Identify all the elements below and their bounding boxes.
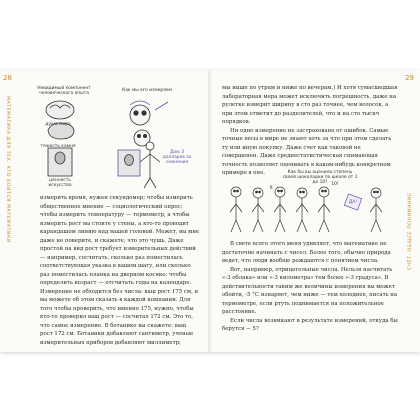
left-running-head: МАТЕМАТИКА ДЛЯ ТЕХ, КТО БОИТСЯ МАТЕМАТИКИ xyxy=(5,96,10,243)
stick-figures-drawing xyxy=(222,182,398,238)
right-paragraph-2: Ни одно измерение не застраховано от ошибок. Самые точные весы в мире не знают хоть за что при этом сделать ту или иную покупку. Даже счет как таковой не совершенен. Даже среднестатистическая снимающая точность позволяет оценивать в каком-нибудь конкретном примере в оно. xyxy=(222,127,392,176)
label-brain: душа мира xyxy=(45,122,71,127)
caption-left: Невидимый компонент человеческого опыта xyxy=(37,86,91,97)
illustration-drawing xyxy=(0,70,210,190)
label-mind: тяжесть камня xyxy=(40,144,76,149)
label-tag: ДА! xyxy=(348,200,358,205)
caption-right: Как мы его измеряем xyxy=(122,88,172,93)
speech-bubble: 10! xyxy=(331,182,339,187)
left-page-number: 28 xyxy=(3,74,12,82)
right-paragraph-4: В свете всего этого меня удивляет, что математике не достаточно начинать с чисел. Более того, обычно природа ведет, что люди вообще рождаются с понятием числа. xyxy=(222,241,391,264)
left-body-text xyxy=(40,194,200,346)
right-paragraph-1: мы выше по утрам и ниже по вечерам.) И хотя сумасшедшая лабораторная мера может исключить погрешность, даже на рулетке измерит ширину в сто раз точнее, чем волосок, а при этом отметит до разделителей, что и на сто тысяч порядков. xyxy=(222,85,398,125)
label-small: Я xyxy=(269,186,273,191)
left-paragraph-1: измерить время, нужен секундомер; чтобы измерить общественное мнение — социологический опрос; чтобы измерить температуру — термометр, а чтобы измерить рост вы стоите у стены, а кто-то проводит карандашом линию над вашей головой. Может, вы мне даже не поверите, и скажете, что это чушь. Даже простой на вид рост требует измерительных действий — например, сосчитать, сколько раз поместилась соответствующая указка в вашем шагу, или сколько раз поместилась планка на дверном косяке; чтобы определить возраст — отсчитать годы на календаре. Измерение не обходится без числа: ваш рост 175 см, и вы можете об этом сказать в каждой компании. Для того чтобы проверить, что именно 175, нужно, чтобы кто-то проверил ваш рост — сосчитал 172 см. Это то, что самое измерение. В ботанике вы скажете: ваш рост 172 см. Ботаники добавляют сантиметр, ученые измерительных приборов добавляют миллиметр; xyxy=(40,195,200,346)
right-body-text-bottom xyxy=(222,240,398,346)
right-paragraph-5: Вот, например, отрицательные числа. Нельзя насчитать «-3 облака» или «-3 километра» тем более «-3 градуса». В действительности таким же величины измерения вы может обойти, -5 °С изнаряет, чем ниже — тем холоднее, писать на термометре, если ртуть поднимается на положительное расстояние. xyxy=(222,266,398,315)
label-love: ценность искусства xyxy=(48,178,72,189)
illustration-question: Как бы вы оценили степень своей шоколадки по шкале от 1 до 10? xyxy=(282,170,358,186)
right-paragraph-6: Если числа возникают в результате измерений, откуда бы берутся − 5? xyxy=(222,317,398,332)
right-body-text-top xyxy=(222,84,398,176)
right-running-head: СЧЁТ. ОБЩЕЕ ПОНИМАНИЕ xyxy=(408,192,413,270)
right-page-number: 29 xyxy=(405,74,414,82)
label-scale: Даю 3 долларов за сомнения xyxy=(162,150,192,166)
